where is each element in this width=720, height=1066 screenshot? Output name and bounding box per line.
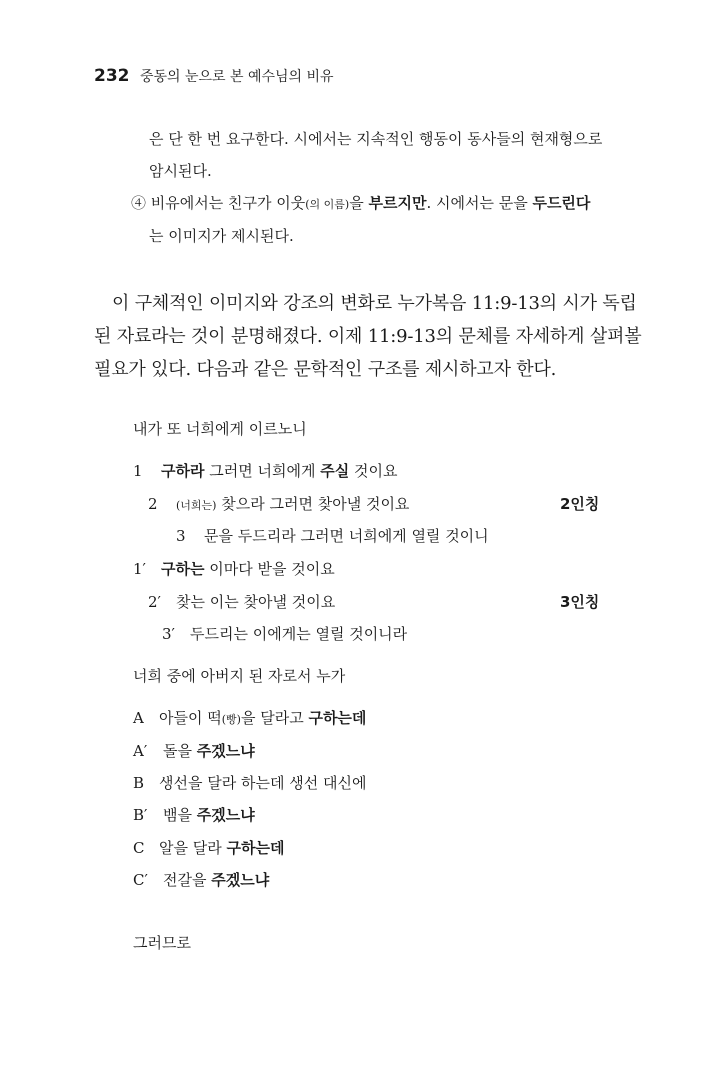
row-bold-2: 주실 xyxy=(320,462,350,480)
pair-label: A xyxy=(133,709,144,727)
pair-c-prime xyxy=(133,869,269,890)
structure-opening: 내가 또 너희에게 이르노니 xyxy=(133,420,307,438)
page-number: 232 xyxy=(94,66,130,86)
book-title: 중동의 눈으로 본 예수님의 비유 xyxy=(139,69,334,85)
structure-middle: 너희 중에 아버지 된 자로서 누가 xyxy=(133,667,346,685)
pair-a xyxy=(133,707,366,728)
intro-line-2: 암시된다. xyxy=(149,162,212,180)
paragraph-line-3: 필요가 있다. 다음과 같은 문학적인 구조를 제시하고자 한다. xyxy=(94,359,557,380)
structure-row-1 xyxy=(133,460,397,481)
structure-row-1-prime xyxy=(133,558,335,579)
item4-text-a: 비유에서는 친구가 이웃 xyxy=(150,194,306,212)
pair-label: A′ xyxy=(133,742,148,760)
item4-text-b: 을 xyxy=(349,194,369,212)
row-label: 3 xyxy=(176,527,186,545)
third-person-label: 3인칭 xyxy=(560,593,600,611)
structure-row-3 xyxy=(176,525,489,546)
row-text: 두드리는 이에게는 열릴 것이니라 xyxy=(190,625,408,643)
pair-bold: 주겠느냐 xyxy=(211,871,270,889)
row-small: (너희는) xyxy=(176,499,217,512)
row-text: 그러면 너희에게 xyxy=(204,462,321,480)
pair-small: (빵) xyxy=(221,713,241,726)
pair-label: B′ xyxy=(133,806,148,824)
item4-small: (의 이름) xyxy=(305,198,350,211)
paragraph-line-1: 이 구체적인 이미지와 강조의 변화로 누가복음 11:9-13의 시가 독립 xyxy=(112,293,637,314)
running-header xyxy=(94,66,334,86)
intro-line-1: 은 단 한 번 요구한다. 시에서는 지속적인 행동이 동사들의 현재형으로 xyxy=(149,130,603,148)
row-text: 찾으라 그러면 찾아낼 것이요 xyxy=(216,495,410,513)
pair-text: 전갈을 xyxy=(163,871,212,889)
intro-item-4 xyxy=(131,192,590,213)
pair-label: B xyxy=(133,774,145,792)
row-label: 3′ xyxy=(162,625,175,643)
row-text-2: 것이요 xyxy=(349,462,398,480)
item4-text-c: . 시에서는 문을 xyxy=(426,194,533,212)
pair-text: 생선을 달라 하는데 생선 대신에 xyxy=(159,774,367,792)
pair-text: 돌을 xyxy=(163,742,197,760)
structure-closing: 그러므로 xyxy=(133,934,191,952)
row-bold: 구하는 xyxy=(161,560,205,578)
item-marker: ④ xyxy=(131,194,147,212)
pair-c xyxy=(133,837,284,858)
second-person-label: 2인칭 xyxy=(560,495,600,513)
item4-bold-1: 부르지만 xyxy=(368,194,427,212)
pair-label: C xyxy=(133,839,145,857)
structure-row-2 xyxy=(148,493,409,514)
row-bold: 구하라 xyxy=(161,462,205,480)
pair-bold: 주겠느냐 xyxy=(196,806,255,824)
pair-text: 알을 달라 xyxy=(159,839,227,857)
pair-label: C′ xyxy=(133,871,148,889)
structure-row-3-prime xyxy=(162,623,407,644)
pair-text: 뱀을 xyxy=(163,806,197,824)
row-label: 1 xyxy=(133,462,143,480)
row-label: 2′ xyxy=(148,593,161,611)
pair-a-prime xyxy=(133,740,255,761)
pair-b xyxy=(133,772,366,793)
paragraph-line-2: 된 자료라는 것이 분명해졌다. 이제 11:9-13의 문체를 자세하게 살펴볼 xyxy=(94,326,642,347)
pair-bold: 구하는데 xyxy=(226,839,285,857)
pair-bold: 구하는데 xyxy=(308,709,367,727)
pair-b-prime xyxy=(133,804,255,825)
item4-bold-2: 두드린다 xyxy=(532,194,591,212)
pair-bold: 주겠느냐 xyxy=(196,742,255,760)
pair-text-2: 을 달라고 xyxy=(240,709,309,727)
row-label: 1′ xyxy=(133,560,146,578)
row-text: 문을 두드리라 그러면 너희에게 열릴 것이니 xyxy=(204,527,489,545)
row-label: 2 xyxy=(148,495,158,513)
structure-row-2-prime xyxy=(148,591,335,612)
row-text: 찾는 이는 찾아낼 것이요 xyxy=(176,593,336,611)
intro-line-4: 는 이미지가 제시된다. xyxy=(149,227,294,245)
pair-text: 아들이 떡 xyxy=(159,709,222,727)
row-text: 이마다 받을 것이요 xyxy=(204,560,335,578)
